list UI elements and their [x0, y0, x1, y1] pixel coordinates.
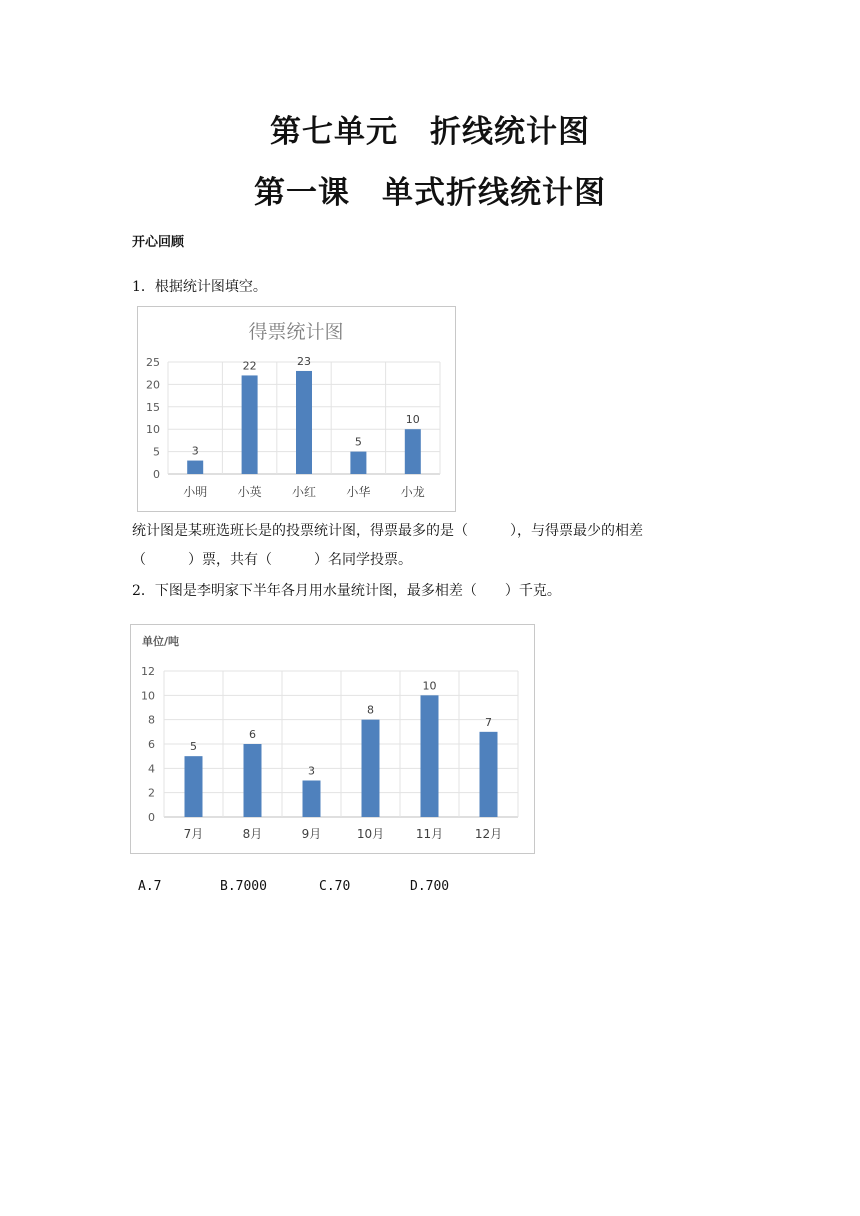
bar-3 — [296, 371, 312, 474]
x-category-label: 小明 — [183, 485, 208, 499]
data-label: 22 — [242, 359, 257, 373]
option-c[interactable]: C.70 — [319, 879, 351, 894]
data-label: 8 — [367, 703, 374, 717]
y-tick-label: 0 — [148, 811, 155, 824]
unit-title: 第七单元 折线统计图 — [270, 114, 590, 150]
y-tick-label: 15 — [146, 400, 160, 414]
lesson-title: 第一课 单式折线统计图 — [254, 175, 606, 211]
data-label: 5 — [190, 740, 197, 754]
bar-6 — [480, 732, 498, 817]
question-1-line-1: 统计图是某班选班长是的投票统计图，得票最多的是（ ），与得票最少的相差 — [132, 523, 643, 539]
x-category-label: 小红 — [291, 485, 317, 499]
bar-1 — [185, 756, 203, 817]
data-label: 23 — [297, 354, 311, 368]
x-category-label: 12月 — [474, 827, 503, 841]
y-tick-label: 4 — [148, 762, 155, 776]
votes-chart-frame — [137, 306, 456, 512]
question-1-prompt: 1．根据统计图填空。 — [132, 279, 267, 295]
y-tick-label: 5 — [153, 445, 160, 459]
y-tick-label: 0 — [153, 468, 160, 481]
data-label: 3 — [308, 764, 315, 778]
x-category-label: 10月 — [356, 827, 385, 841]
bar-4 — [362, 720, 380, 817]
y-tick-label: 25 — [146, 356, 160, 369]
question-1-line-2: （ ）票，共有（ ）名同学投票。 — [132, 552, 412, 568]
x-category-label: 9月 — [301, 827, 322, 841]
x-category-label: 小华 — [346, 485, 371, 499]
x-category-label: 11月 — [415, 827, 444, 841]
question-2-prompt: 2．下图是李明家下半年各月用水量统计图，最多相差（ ）千克。 — [132, 583, 561, 599]
y-tick-label: 10 — [141, 689, 155, 703]
x-category-label: 小英 — [237, 485, 262, 499]
chart-unit-label: 单位/吨 — [142, 635, 180, 648]
y-tick-label: 8 — [148, 713, 155, 727]
water-chart-frame — [130, 624, 535, 854]
bar-3 — [303, 781, 321, 818]
option-a[interactable]: A.7 — [138, 879, 162, 894]
option-d[interactable]: D.700 — [410, 879, 450, 894]
data-label: 6 — [249, 728, 256, 741]
data-label: 10 — [422, 679, 437, 693]
section-label: 开心回顾 — [132, 235, 185, 250]
bar-2 — [244, 744, 262, 817]
data-label: 5 — [354, 435, 362, 449]
y-tick-label: 2 — [148, 786, 155, 800]
y-tick-label: 12 — [141, 665, 155, 678]
water-usage-bar-chart — [131, 625, 534, 853]
x-category-label: 7月 — [183, 827, 204, 841]
data-label: 3 — [191, 444, 199, 458]
y-tick-label: 6 — [148, 738, 155, 751]
option-b[interactable]: B.7000 — [220, 879, 267, 894]
votes-bar-chart — [138, 307, 455, 511]
bar-5 — [405, 429, 421, 474]
bar-5 — [421, 695, 439, 817]
y-tick-label: 10 — [146, 423, 160, 437]
data-label: 10 — [405, 413, 420, 427]
x-category-label: 小龙 — [400, 485, 425, 499]
y-tick-label: 20 — [146, 378, 160, 392]
x-category-label: 8月 — [242, 827, 263, 841]
bar-1 — [187, 461, 203, 474]
bar-2 — [242, 375, 258, 474]
bar-4 — [350, 452, 366, 474]
data-label: 7 — [485, 715, 492, 729]
chart-title: 得票统计图 — [248, 321, 344, 343]
